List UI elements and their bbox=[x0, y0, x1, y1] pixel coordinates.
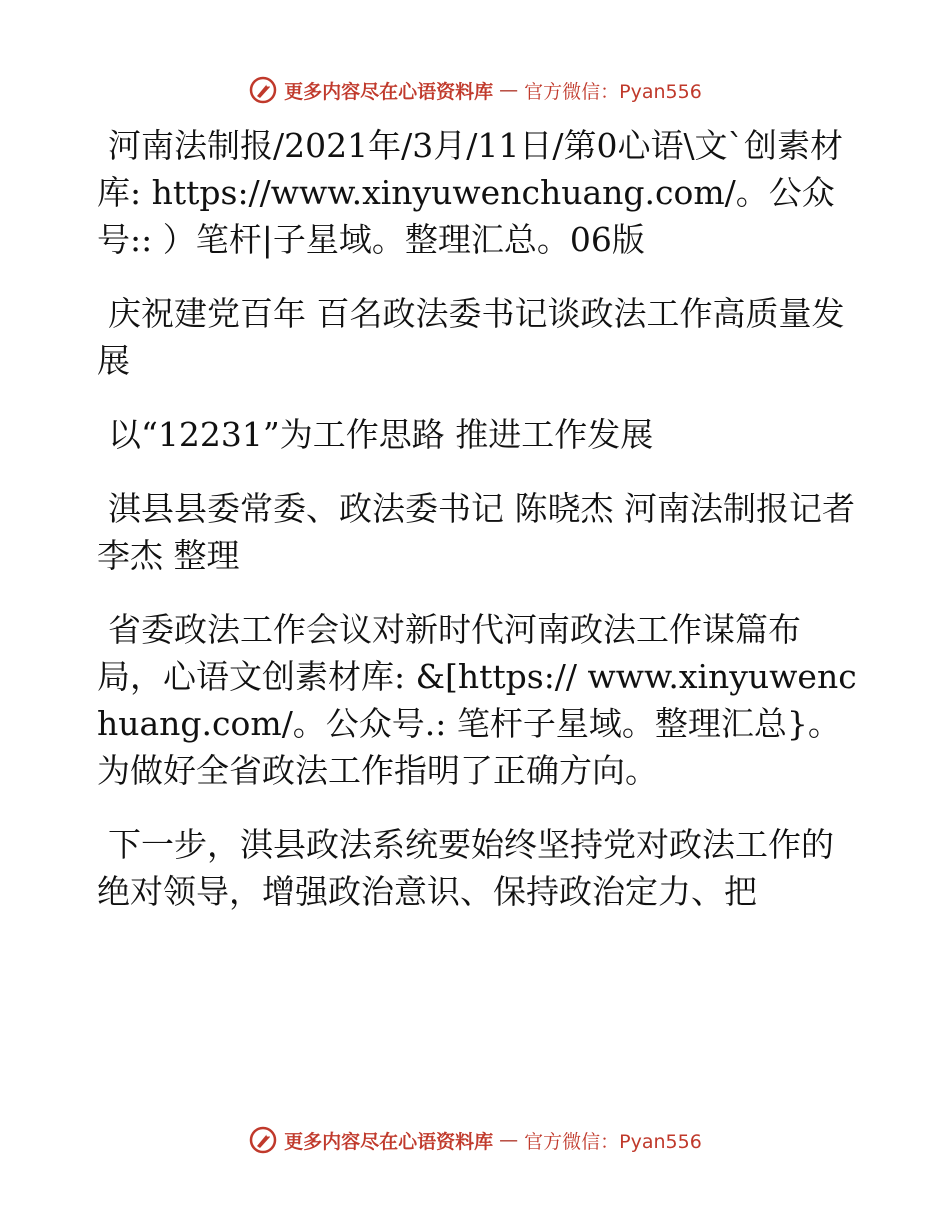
paragraph-column-title: 庆祝建党百年 百名政法委书记谈政法工作高质量发展 bbox=[97, 294, 845, 380]
footer-banner-separator: — bbox=[499, 1129, 519, 1151]
header-banner-wechat: 官方微信：Pyan556 bbox=[524, 80, 702, 103]
footer-banner-main: 更多内容尽在心语资料库 bbox=[284, 1130, 494, 1153]
header-banner-main: 更多内容尽在心语资料库 bbox=[284, 80, 494, 103]
header-banner-separator: — bbox=[499, 79, 519, 101]
footer-banner-wechat: 官方微信：Pyan556 bbox=[524, 1130, 702, 1153]
paragraph-source-line: 河南法制报/2021年/3月/11日/第0心语\文`创素材库: https://www.xinyuwenchuang.com/。公众号:: ）笔杆|子星域。整理汇总。06版 bbox=[97, 126, 844, 259]
header-banner bbox=[0, 70, 950, 110]
document-body bbox=[97, 122, 857, 942]
paragraph-body-1: 省委政法工作会议对新时代河南政法工作谋篇布局，心语文创素材库: &[https:// www.xinyuwenchuang.com/。公众号.: 笔杆子星域。整理汇总}。为做好全省政法工作指明了正确方向。 bbox=[97, 610, 857, 790]
paragraph-article-title: 以“12231”为工作思路 推进工作发展 bbox=[108, 415, 654, 454]
footer-banner bbox=[0, 1120, 950, 1160]
pen-nib-logo-icon bbox=[248, 75, 278, 105]
paragraph-body-2: 下一步，淇县政法系统要始终坚持党对政法工作的绝对领导，增强政治意识、保持政治定力、把 bbox=[97, 825, 834, 911]
pen-nib-logo-icon bbox=[248, 1125, 278, 1155]
paragraph-byline: 淇县县委常委、政法委书记 陈晓杰 河南法制报记者 李杰 整理 bbox=[97, 489, 855, 575]
